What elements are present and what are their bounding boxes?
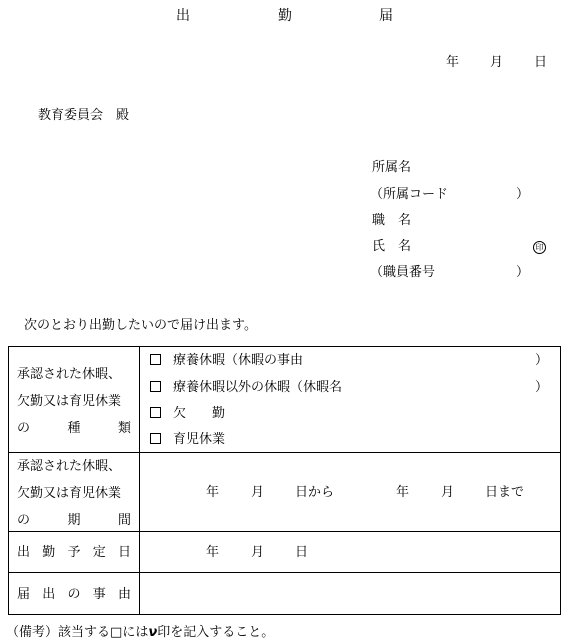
affiliation-code-label: （所属コード: [370, 187, 449, 202]
leave-period-field[interactable]: 年 月 日から 年 月 日まで: [140, 453, 561, 532]
leave-type-header: 承認された休暇、 欠勤又は育児休業 の 種 類: [9, 347, 140, 453]
staff-number-label: （職員番号: [370, 265, 436, 280]
date-month: 月: [490, 55, 504, 70]
row-reason: [9, 573, 561, 615]
option-absence[interactable]: 欠 勤: [150, 407, 225, 420]
checkbox[interactable]: [150, 381, 161, 392]
option-childcare-leave[interactable]: 育児休業: [150, 433, 225, 446]
name-label: 氏 名: [372, 239, 412, 254]
checkbox[interactable]: [150, 354, 161, 365]
date-year: 年: [446, 55, 460, 70]
title-char-1: 出: [176, 8, 190, 24]
row-leave-period: [9, 453, 561, 532]
footnote: （備考）該当する□にはν印を記入すること。: [6, 625, 275, 640]
checkbox[interactable]: [150, 407, 161, 418]
leave-period-header: 承認された休暇、 欠勤又は育児休業 の 期 間: [9, 453, 140, 532]
option-other-leave[interactable]: 療養休暇以外の休暇（休暇名: [150, 381, 342, 394]
row-leave-type: [9, 347, 561, 453]
date-day: 日: [534, 55, 548, 70]
leave-type-options: 療養休暇（休暇の事由 ） 療養休暇以外の休暇（休暇名 ） 欠 勤 育児休業: [140, 347, 561, 453]
position-label: 職 名: [372, 213, 412, 228]
reason-field[interactable]: [140, 573, 561, 615]
scheduled-date-header: 出 勤 予 定 日: [9, 532, 140, 573]
intro-text: 次のとおり出勤したいので届け出ます。: [24, 318, 257, 333]
title-char-3: 届: [379, 8, 393, 24]
addressee: 教育委員会 殿: [38, 108, 130, 123]
scheduled-date-field[interactable]: 年 月 日: [140, 532, 561, 573]
affiliation-label: 所属名: [372, 160, 412, 175]
checkbox[interactable]: [150, 433, 161, 444]
application-form-table: [8, 346, 561, 615]
row-scheduled-date: [9, 532, 561, 573]
option-medical-leave[interactable]: 療養休暇（休暇の事由: [150, 354, 303, 367]
checkbox-glyph: □: [110, 625, 123, 640]
title-char-2: 勤: [278, 8, 292, 24]
seal-mark: 印: [533, 240, 546, 254]
reason-header: 届 出 の 事 由: [9, 573, 140, 615]
affiliation-code-close: ）: [516, 187, 530, 202]
staff-number-close: ）: [516, 265, 530, 280]
check-mark-icon: ν: [148, 625, 158, 640]
